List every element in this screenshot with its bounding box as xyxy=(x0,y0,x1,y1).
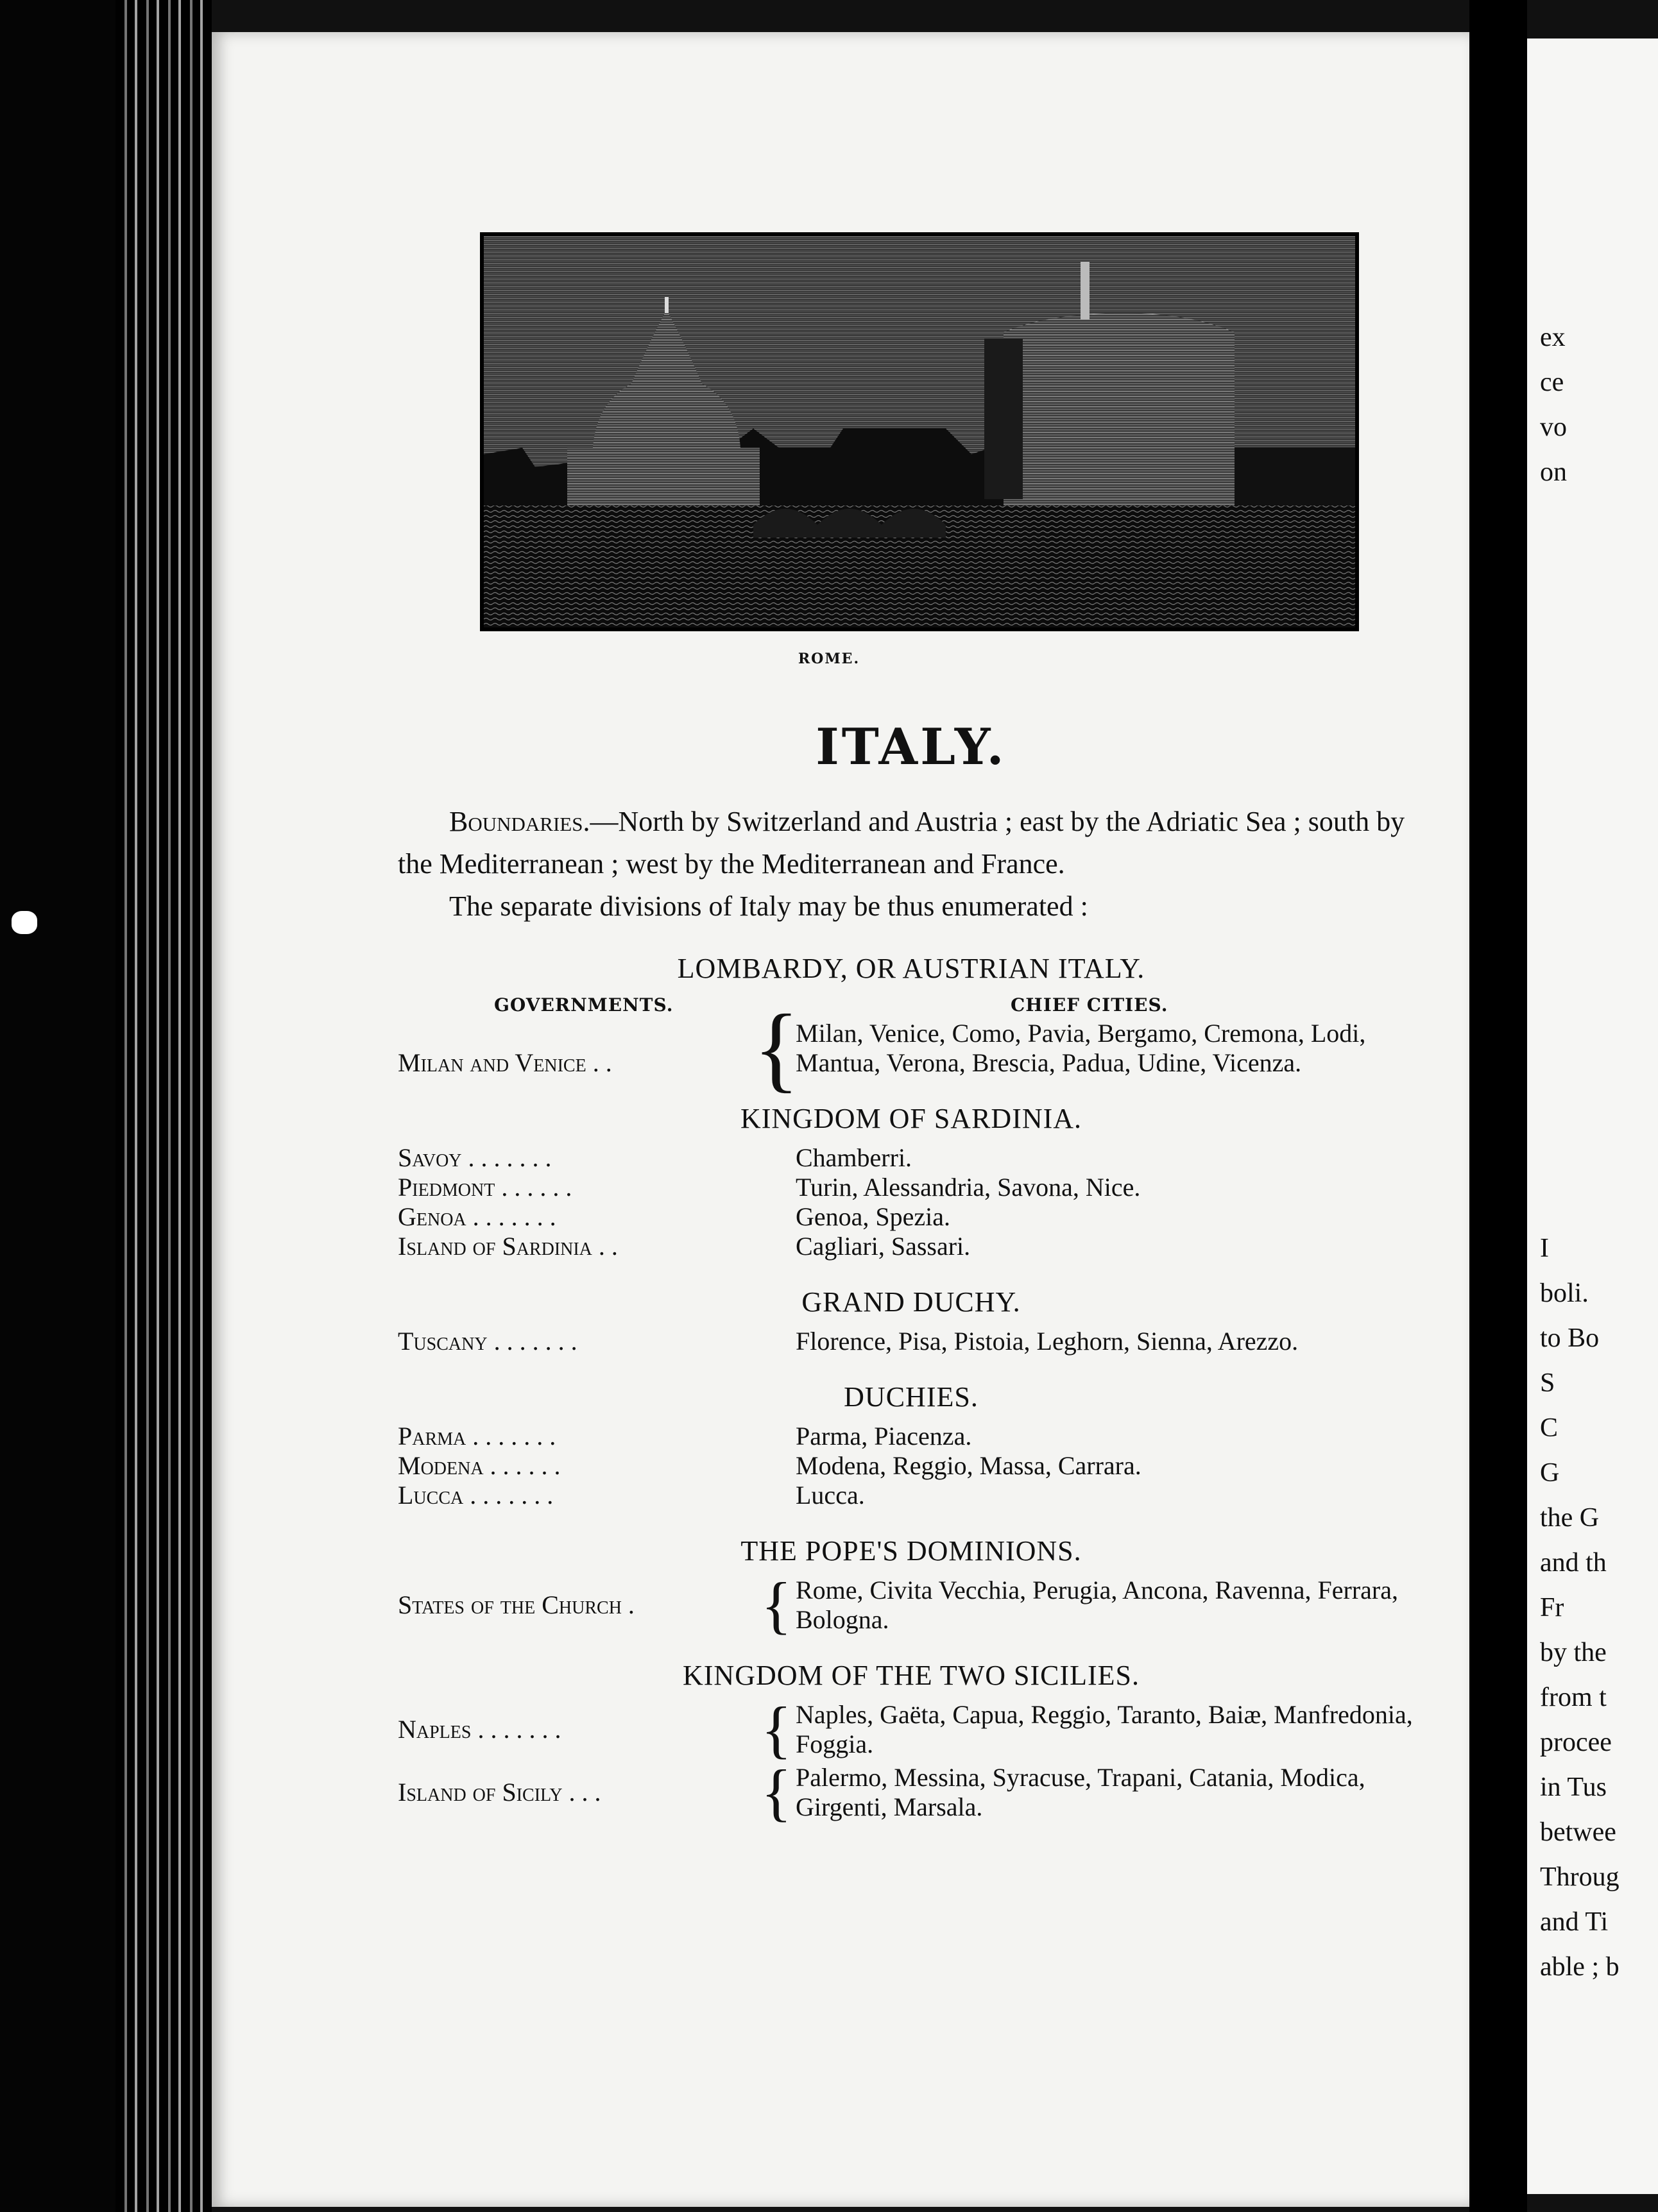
main-text xyxy=(398,718,1424,1828)
right-text-fragment: ce xyxy=(1540,368,1564,397)
right-text-fragment: from t xyxy=(1540,1683,1607,1712)
right-text-fragment: G xyxy=(1540,1458,1560,1488)
government-name: Island of Sicily . . . xyxy=(398,1778,601,1807)
right-text-fragment: able ; b xyxy=(1540,1952,1620,1982)
section-heading: LOMBARDY, OR AUSTRIAN ITALY. xyxy=(677,953,1145,984)
brace-icon: { xyxy=(753,995,799,1102)
rome-engraving-art xyxy=(484,236,1355,627)
boundaries-lead: Boundaries. xyxy=(449,806,590,837)
page-title: ITALY. xyxy=(816,718,1007,776)
chief-cities: Turin, Alessandria, Savona, Nice. xyxy=(796,1173,1141,1202)
chief-cities: Genoa, Spezia. xyxy=(796,1202,951,1231)
right-text-fragment: on xyxy=(1540,457,1567,487)
government-name: Genoa . . . . . . . xyxy=(398,1202,556,1231)
chief-cities: Rome, Civita Vecchia, Perugia, Ancona, Ravenna, Ferrara, Bologna. xyxy=(796,1576,1398,1634)
government-name: Parma . . . . . . . xyxy=(398,1422,556,1451)
boundaries-paragraph xyxy=(398,801,1424,885)
government-name: Milan and Venice . . xyxy=(398,1048,612,1077)
government-name: Naples . . . . . . . xyxy=(398,1715,561,1744)
table-row xyxy=(398,1569,1424,1640)
section-heading: GRAND DUCHY. xyxy=(801,1286,1021,1318)
table-row xyxy=(398,1451,1424,1481)
boundaries-text: —North by Switzerland and Austria ; east by the Adriatic Sea ; south by the Mediterranean ; west by the Mediterranean and France. xyxy=(398,806,1405,880)
government-name: States of the Church . xyxy=(398,1590,635,1619)
chief-cities: Lucca. xyxy=(796,1481,865,1510)
cities-header: CHIEF CITIES. xyxy=(1011,994,1168,1016)
table-row xyxy=(398,1422,1424,1451)
right-text-fragment: to Bo xyxy=(1540,1323,1600,1353)
chief-cities: Florence, Pisa, Pistoia, Leghorn, Sienna, Arezzo. xyxy=(796,1327,1299,1356)
government-name: Tuscany . . . . . . . xyxy=(398,1327,577,1356)
chief-cities: Naples, Gaëta, Capua, Reggio, Taranto, Baiæ, Manfredonia, Foggia. xyxy=(796,1700,1413,1758)
right-text-fragment: boli. xyxy=(1540,1279,1589,1308)
section-heading: KINGDOM OF THE TWO SICILIES. xyxy=(682,1660,1140,1691)
right-page xyxy=(1527,38,1658,2194)
brace-icon: { xyxy=(761,1569,792,1640)
right-text-fragment: I xyxy=(1540,1234,1549,1263)
table-row xyxy=(398,1481,1424,1510)
brace-icon: { xyxy=(761,1694,792,1765)
right-text-fragment: Throug xyxy=(1540,1862,1620,1892)
chief-cities: Modena, Reggio, Massa, Carrara. xyxy=(796,1451,1141,1480)
chief-cities: Milan, Venice, Como, Pavia, Bergamo, Cremona, Lodi, Mantua, Verona, Brescia, Padua, Udine, Vicenza. xyxy=(796,1019,1366,1077)
section-heading: THE POPE'S DOMINIONS. xyxy=(740,1535,1082,1567)
right-text-fragment: ex xyxy=(1540,323,1566,352)
chief-cities: Palermo, Messina, Syracuse, Trapani, Catania, Modica, Girgenti, Marsala. xyxy=(796,1763,1365,1821)
government-name: Modena . . . . . . xyxy=(398,1451,561,1480)
right-text-fragment: C xyxy=(1540,1413,1559,1443)
right-text-fragment: and th xyxy=(1540,1548,1607,1578)
chief-cities: Chamberri. xyxy=(796,1143,912,1172)
table-row xyxy=(398,1143,1424,1173)
column-headers xyxy=(398,988,1424,1019)
right-text-fragment: the G xyxy=(1540,1503,1600,1533)
right-text-fragment: by the xyxy=(1540,1638,1607,1667)
right-text-fragment: vo xyxy=(1540,413,1567,442)
government-name: Piedmont . . . . . . xyxy=(398,1173,572,1202)
right-text-fragment: and Ti xyxy=(1540,1907,1609,1937)
section-heading: DUCHIES. xyxy=(844,1381,979,1413)
right-text-fragment: Fr xyxy=(1540,1593,1564,1622)
government-name: Savoy . . . . . . . xyxy=(398,1143,552,1172)
right-text-fragment: procee xyxy=(1540,1728,1612,1757)
table-row xyxy=(398,1202,1424,1232)
table-row xyxy=(398,1327,1424,1356)
government-name: Island of Sardinia . . xyxy=(398,1232,618,1261)
page-edges xyxy=(115,0,212,2212)
section-heading: KINGDOM OF SARDINIA. xyxy=(740,1103,1082,1134)
figure-caption: ROME. xyxy=(798,651,860,667)
table-row xyxy=(398,1173,1424,1202)
table-row xyxy=(398,1232,1424,1261)
governments-header: GOVERNMENTS. xyxy=(494,994,674,1016)
government-name: Lucca . . . . . . . xyxy=(398,1481,554,1510)
table-row xyxy=(398,1757,1424,1828)
scan-artifact xyxy=(12,911,37,934)
right-text-fragment: betwee xyxy=(1540,1817,1616,1847)
book-gutter xyxy=(1469,0,1527,2212)
table-row xyxy=(398,1694,1424,1765)
divisions-paragraph: The separate divisions of Italy may be thus enumerated : xyxy=(449,890,1088,922)
right-text-fragment: in Tus xyxy=(1540,1773,1607,1802)
brace-icon: { xyxy=(761,1757,792,1828)
chief-cities: Cagliari, Sassari. xyxy=(796,1232,971,1261)
right-text-fragment: S xyxy=(1540,1368,1555,1398)
chief-cities: Parma, Piacenza. xyxy=(796,1422,972,1451)
rome-engraving xyxy=(480,232,1359,631)
